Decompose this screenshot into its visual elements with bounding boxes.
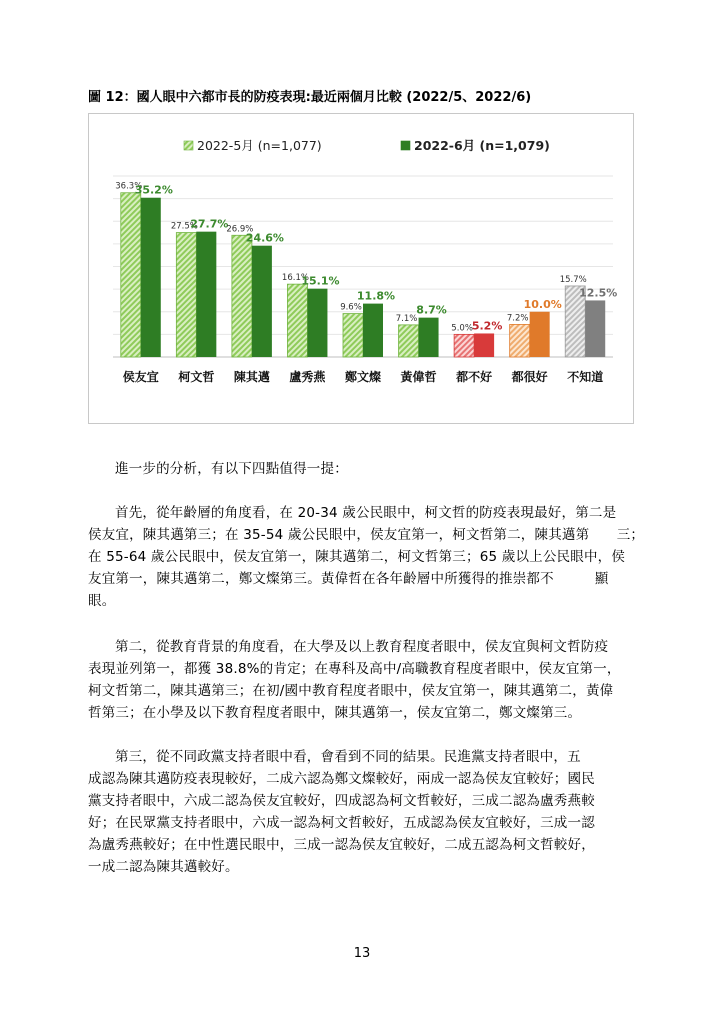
figure-title: 圖 12：國人眼中六都市長的防疫表現:最近兩個月比較 (2022/5、2022/6) — [88, 90, 532, 105]
category-label-1: 柯文哲 — [178, 370, 215, 384]
paragraph-party — [88, 746, 636, 878]
chart-frame — [88, 113, 634, 424]
paragraph-line: 好；在民眾黨支持者眼中，六成一認為柯文哲較好，五成認為侯友宜較好，三成一認 — [88, 815, 595, 831]
bar-june-7 — [530, 312, 550, 357]
bar-june-5 — [419, 318, 439, 357]
category-label-2: 陳其邁 — [233, 370, 270, 384]
data-label-may-3: 16.1% — [281, 273, 309, 284]
data-label-june-6: 5.2% — [471, 319, 503, 333]
bar-may-7 — [510, 324, 530, 357]
data-label-may-8: 15.7% — [559, 274, 587, 285]
data-label-june-3: 15.1% — [301, 274, 340, 288]
data-label-june-2: 24.6% — [245, 231, 284, 245]
paragraph-education — [88, 636, 636, 724]
paragraph-line: 第三，從不同政黨支持者眼中看，會看到不同的結果。民進黨支持者眼中，五 — [115, 749, 581, 765]
data-label-may-6: 5.0% — [451, 323, 473, 334]
paragraph-line: 首先，從年齡層的角度看，在 20-34 歲公民眼中，柯文哲的防疫表現最好，第二是 — [115, 505, 617, 521]
bar-june-8 — [585, 300, 605, 357]
bar-may-1 — [176, 233, 196, 357]
paragraph-line: 一成二認為陳其邁較好。 — [88, 859, 239, 875]
data-label-june-8: 12.5% — [579, 286, 618, 300]
bar-june-2 — [252, 246, 272, 357]
bar-chart — [89, 114, 635, 425]
legend-label-2: 2022-6月 (n=1,079) — [414, 138, 550, 153]
data-label-june-0: 35.2% — [134, 183, 173, 197]
bar-may-4 — [343, 314, 363, 357]
category-label-7: 都很好 — [511, 370, 548, 384]
data-label-june-7: 10.0% — [523, 297, 562, 311]
paragraph-line: 為盧秀燕較好；在中性選民眼中，三成一認為侯友宜較好，二成五認為柯文哲較好， — [88, 837, 595, 853]
bar-may-0 — [121, 193, 141, 357]
page-number: 13 — [353, 946, 371, 961]
category-label-3: 盧秀燕 — [289, 370, 326, 384]
paragraph-line: 友宜第一，陳其邁第二，鄭文燦第三。黃偉哲在各年齡層中所獲得的推崇都不 顯 — [88, 571, 609, 587]
bar-june-0 — [141, 198, 161, 357]
data-label-june-4: 11.8% — [356, 289, 396, 303]
data-label-june-1: 27.7% — [190, 217, 229, 231]
bar-june-3 — [307, 289, 327, 357]
data-label-may-4: 9.6% — [340, 302, 362, 313]
paragraph-line: 哲第三；在小學及以下教育程度者眼中，陳其邁第一，侯友宜第二，鄭文燦第三。 — [88, 705, 582, 721]
legend-label-1: 2022-5月 (n=1,077) — [197, 138, 322, 153]
paragraph-line: 眼。 — [88, 593, 116, 609]
paragraph-intro — [88, 458, 636, 480]
legend-swatch-1 — [184, 141, 193, 150]
bar-may-3 — [287, 284, 307, 357]
paragraph-age — [88, 502, 645, 612]
paragraph-line: 表現並列第一，都獲 38.8%的肯定；在專科及高中/高職教育程度者眼中，侯友宜第一， — [88, 661, 621, 677]
legend-swatch-2 — [401, 141, 410, 150]
category-label-4: 鄭文燦 — [344, 370, 382, 384]
paragraph-line: 成認為陳其邁防疫表現較好，二成六認為鄭文燦較好，兩成一認為侯友宜較好；國民 — [88, 771, 595, 787]
bar-may-6 — [454, 334, 474, 357]
paragraph-line: 侯友宜，陳其邁第三；在 35-54 歲公民眼中，侯友宜第一，柯文哲第二，陳其邁第 三； — [88, 527, 645, 543]
paragraph-line: 在 55-64 歲公民眼中，侯友宜第一，陳其邁第二，柯文哲第三；65 歲以上公民眼中，侯 — [88, 549, 626, 565]
data-label-may-1: 27.5% — [170, 221, 198, 232]
paragraph-line: 進一步的分析，有以下四點值得一提： — [115, 461, 348, 477]
bar-may-2 — [232, 235, 252, 357]
category-label-6: 都不好 — [456, 370, 493, 384]
data-label-may-0: 36.3% — [115, 181, 143, 192]
bar-may-5 — [399, 325, 419, 357]
data-label-may-5: 7.1% — [395, 313, 418, 324]
paragraph-line: 第二，從教育背景的角度看，在大學及以上教育程度者眼中，侯友宜與柯文哲防疫 — [115, 639, 609, 655]
bar-june-4 — [363, 304, 383, 357]
paragraph-line: 柯文哲第二，陳其邁第三；在初/國中教育程度者眼中，侯友宜第一，陳其邁第二，黃偉 — [88, 683, 614, 699]
data-label-june-5: 8.7% — [416, 303, 447, 317]
category-label-0: 侯友宜 — [122, 370, 159, 384]
data-label-may-7: 7.2% — [506, 313, 529, 324]
paragraph-line: 黨支持者眼中，六成二認為侯友宜較好，四成認為柯文哲較好，三成二認為盧秀燕較 — [88, 793, 595, 809]
bar-june-1 — [196, 232, 216, 357]
bar-june-6 — [474, 333, 494, 357]
category-label-8: 不知道 — [567, 370, 604, 384]
data-label-may-2: 26.9% — [226, 224, 254, 235]
category-label-5: 黃偉哲 — [400, 370, 437, 384]
